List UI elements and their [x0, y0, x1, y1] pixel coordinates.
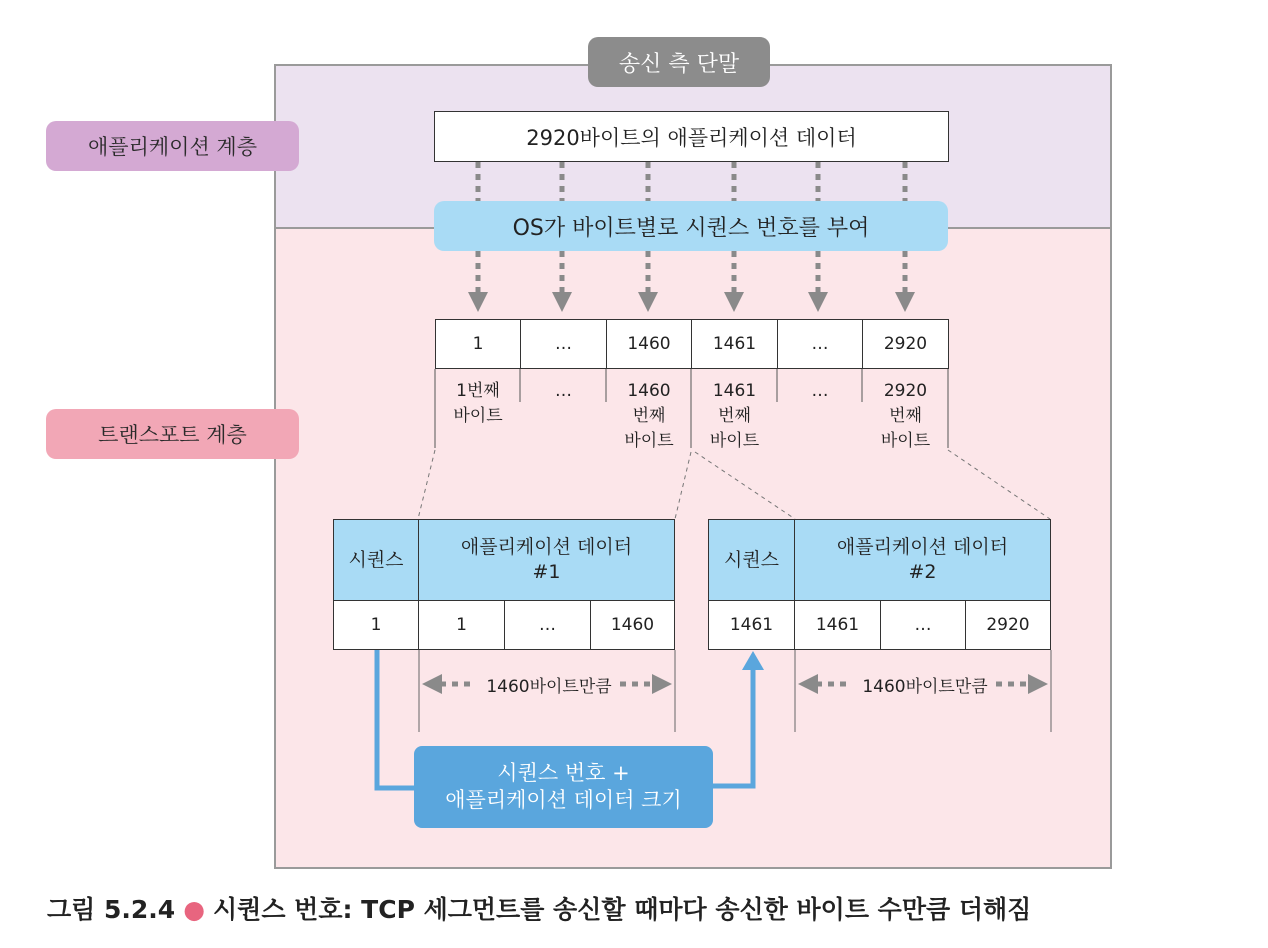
sender-terminal-title: 송신 측 단말	[588, 37, 770, 87]
byte-label-line: 바이트	[880, 431, 931, 451]
byte-cell: 1460	[606, 319, 692, 369]
data-header-line: 애플리케이션 데이터	[836, 536, 1009, 558]
byte-label-line: 1461	[712, 381, 757, 401]
dotted-connectors-top	[478, 162, 905, 201]
data-header-line: 애플리케이션 데이터	[460, 536, 633, 558]
segment-2-seq-value: 1461	[708, 600, 795, 650]
segment-1-data-cell: 1460	[590, 600, 675, 650]
os-sequence-assign-label: OS가 바이트별로 시퀀스 번호를 부여	[434, 201, 948, 251]
sequence-plus-size-box	[414, 746, 713, 828]
data-header-line: #1	[532, 561, 561, 583]
byte-cell: 2920	[862, 319, 949, 369]
byte-cell: …	[520, 319, 607, 369]
data-header-line: #2	[908, 561, 937, 583]
byte-label-line: 바이트	[624, 431, 674, 451]
byte-label	[862, 379, 949, 454]
segment-2-data-cell: 2920	[965, 600, 1051, 650]
figure-number: 그림 5.2.4	[47, 895, 176, 924]
byte-label-line: 바이트	[453, 406, 503, 426]
transport-layer-label: 트랜스포트 계층	[46, 409, 299, 459]
byte-label-line: 1번째	[456, 381, 500, 401]
segment-1-data-cell: 1	[418, 600, 505, 650]
byte-label	[520, 379, 607, 404]
byte-label-line: 번째	[718, 406, 751, 426]
byte-label-line: 번째	[889, 406, 922, 426]
segment-2-seq-header: 시퀀스	[708, 519, 795, 601]
byte-label-line: 바이트	[709, 431, 760, 451]
segment-2-data-header	[794, 519, 1051, 601]
segment-1-span-label: 1460바이트만큼	[486, 677, 612, 697]
sum-box-line: 시퀀스 번호 +	[497, 761, 630, 785]
segment-2-data-cell: …	[880, 600, 966, 650]
byte-cell: 1461	[691, 319, 778, 369]
arrow-heads-down	[468, 292, 915, 312]
byte-cell: 1	[435, 319, 521, 369]
segment-2-span-label: 1460바이트만큼	[862, 677, 988, 697]
byte-label-line: 번째	[632, 406, 666, 426]
byte-label-line: …	[811, 381, 829, 401]
caption-bullet-icon: ●	[183, 895, 206, 924]
byte-label-line: 2920	[883, 381, 928, 401]
application-data-box: 2920바이트의 애플리케이션 데이터	[434, 111, 949, 162]
blue-arrow-head-up	[742, 651, 764, 670]
byte-label	[691, 379, 778, 454]
segment-1-seq-header: 시퀀스	[333, 519, 419, 601]
byte-label	[777, 379, 863, 404]
sum-box-line: 애플리케이션 데이터 크기	[445, 788, 682, 812]
figure-caption	[47, 890, 1031, 926]
byte-label-line: …	[555, 381, 572, 401]
segment-1-data-cell: …	[504, 600, 591, 650]
application-layer-label: 애플리케이션 계층	[46, 121, 299, 171]
caption-text: 시퀀스 번호: TCP 세그먼트를 송신할 때마다 송신한 바이트 수만큼 더해짐	[213, 895, 1032, 924]
dashed-fanout-lines	[418, 450, 1050, 519]
byte-label	[435, 379, 521, 429]
byte-label-line: 1460	[627, 381, 671, 401]
byte-label	[606, 379, 692, 454]
dotted-arrows-down	[478, 251, 905, 292]
segment-2-data-cell: 1461	[794, 600, 881, 650]
segment-1-data-header	[418, 519, 675, 601]
segment-1-seq-value: 1	[333, 600, 419, 650]
byte-cell: …	[777, 319, 863, 369]
